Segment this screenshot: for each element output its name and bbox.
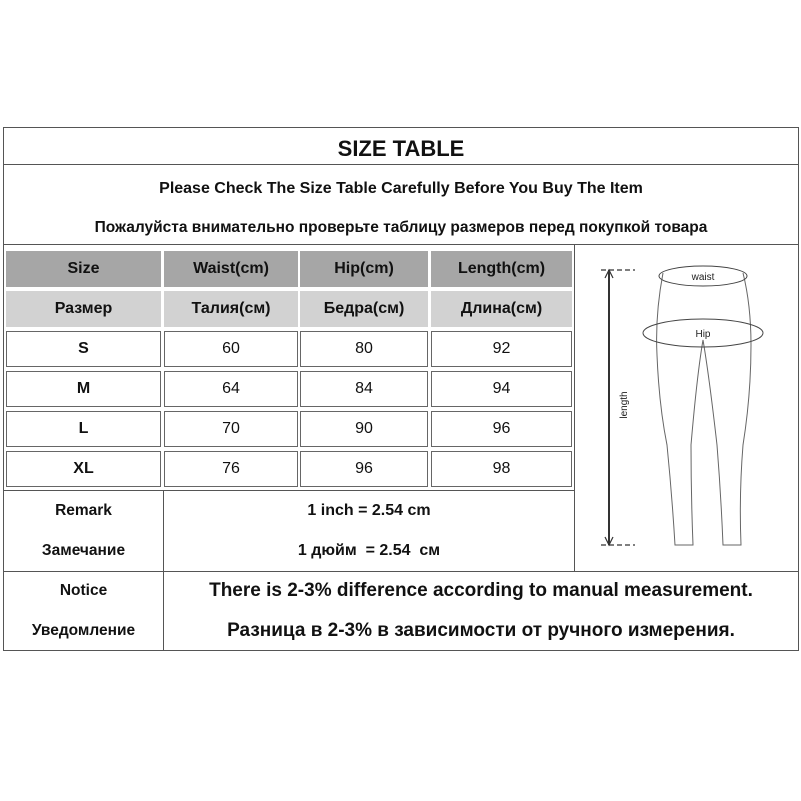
subtitle-russian: Пожалуйста внимательно проверьте таблицу размеров перед покупкой товара	[94, 219, 708, 236]
header-size: Size	[6, 251, 161, 287]
length-cell: 98	[431, 451, 572, 487]
divider	[4, 490, 574, 491]
header-length-ru: Длина(см)	[431, 291, 572, 327]
notice-text-ru: Разница в 2-3% в зависимости от ручного измерения.	[227, 620, 735, 641]
header-waist-ru: Талия(см)	[164, 291, 298, 327]
hip-cell: 90	[300, 411, 428, 447]
length-cell: 94	[431, 371, 572, 407]
notice-label: Notice	[59, 582, 108, 599]
hip-label: Hip	[695, 329, 711, 340]
waist-cell: 76	[164, 451, 298, 487]
divider	[4, 164, 798, 165]
size-cell: L	[6, 411, 161, 447]
waist-cell: 64	[164, 371, 298, 407]
header-hip: Hip(cm)	[300, 251, 428, 287]
hip-cell: 84	[300, 371, 428, 407]
size-table-sheet	[3, 127, 799, 651]
remark-label: Remark	[55, 502, 112, 519]
hip-cell: 80	[300, 331, 428, 367]
length-cell: 96	[431, 411, 572, 447]
size-cell: M	[6, 371, 161, 407]
leggings-outline	[657, 273, 751, 545]
divider	[4, 571, 798, 572]
size-cell: XL	[6, 451, 161, 487]
notice-text: There is 2-3% difference according to manual measurement.	[209, 580, 753, 601]
length-label: length	[619, 391, 630, 419]
page-title: SIZE TABLE	[337, 136, 465, 161]
length-cell: 92	[431, 331, 572, 367]
header-size-ru: Размер	[6, 291, 161, 327]
size-cell: S	[6, 331, 161, 367]
remark-label-ru: Замечание	[41, 542, 126, 559]
leggings-diagram	[575, 245, 798, 570]
notice-label-ru: Уведомление	[31, 622, 136, 639]
header-waist: Waist(cm)	[164, 251, 298, 287]
waist-label: waist	[691, 272, 715, 283]
waist-cell: 70	[164, 411, 298, 447]
remark-text: 1 inch = 2.54 cm	[307, 502, 431, 519]
subtitle-english: Please Check The Size Table Carefully Before You Buy The Item	[159, 180, 643, 197]
header-length: Length(cm)	[431, 251, 572, 287]
waist-cell: 60	[164, 331, 298, 367]
hip-cell: 96	[300, 451, 428, 487]
remark-text-ru: 1 дюйм = 2.54 см	[297, 542, 441, 559]
header-hip-ru: Бедра(см)	[300, 291, 428, 327]
